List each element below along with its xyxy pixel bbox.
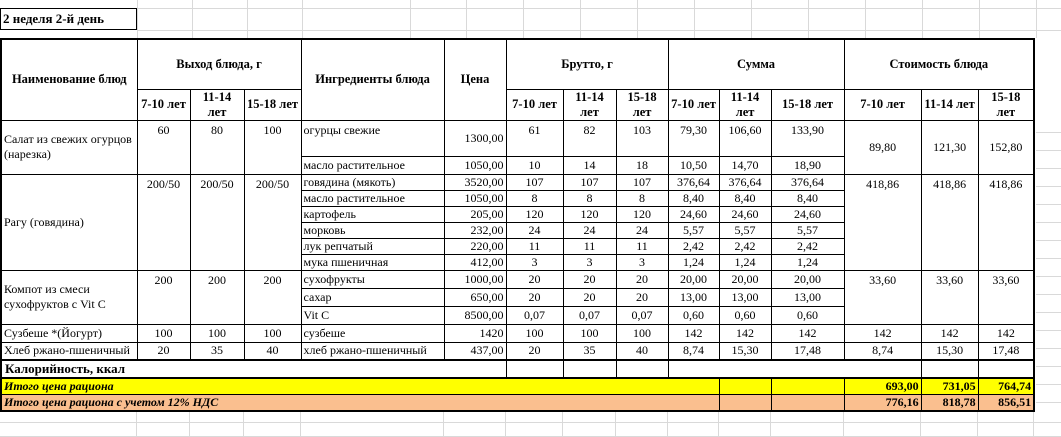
price-cell[interactable]: 205,00	[444, 206, 506, 222]
brutto-cell[interactable]: 14	[563, 156, 616, 174]
age-header-cell[interactable]: 7-10 лет	[506, 89, 563, 120]
output-cell[interactable]: 100	[244, 324, 301, 342]
ingredient-cell[interactable]: сузбеше	[301, 324, 444, 342]
cost-cell[interactable]: 418,86	[844, 174, 921, 270]
age-header-cell[interactable]: 7-10 лет	[668, 89, 719, 120]
total-empty-cell[interactable]	[719, 378, 771, 395]
calories-empty-cell[interactable]	[668, 360, 921, 378]
age-header-cell[interactable]: 15-18 лет	[616, 89, 668, 120]
summa-cell[interactable]: 5,57	[771, 222, 844, 238]
brutto-cell[interactable]: 20	[563, 288, 616, 306]
brutto-cell[interactable]: 20	[506, 342, 563, 360]
summa-cell[interactable]: 142	[668, 324, 719, 342]
ingredient-cell[interactable]: сахар	[301, 288, 444, 306]
summa-cell[interactable]: 14,70	[719, 156, 771, 174]
summa-cell[interactable]: 20,00	[771, 270, 844, 288]
ingredient-cell[interactable]: хлеб ржано-пшеничный	[301, 342, 444, 360]
brutto-cell[interactable]: 8	[563, 190, 616, 206]
col-header-brutto[interactable]: Брутто, г	[506, 39, 668, 89]
ingredient-cell[interactable]: говядина (мякоть)	[301, 174, 444, 190]
brutto-cell[interactable]: 107	[616, 174, 668, 190]
age-header-cell[interactable]: 11-14 лет	[190, 89, 244, 120]
brutto-cell[interactable]: 103	[616, 120, 668, 156]
price-cell[interactable]: 1420	[444, 324, 506, 342]
summa-cell[interactable]: 2,42	[771, 238, 844, 254]
calories-empty-cell[interactable]	[978, 360, 1034, 378]
brutto-cell[interactable]: 40	[616, 342, 668, 360]
output-cell[interactable]: 100	[137, 324, 190, 342]
age-header-cell[interactable]: 15-18 лет	[244, 89, 301, 120]
output-cell[interactable]: 200/50	[137, 174, 190, 270]
summa-cell[interactable]: 106,60	[719, 120, 771, 156]
ingredient-cell[interactable]: сухофрукты	[301, 270, 444, 288]
brutto-cell[interactable]: 20	[506, 270, 563, 288]
dish-name-cell[interactable]: Сузбеше *(Йогурт)	[1, 324, 137, 342]
summa-cell[interactable]: 376,64	[771, 174, 844, 190]
cost-cell[interactable]: 152,80	[978, 120, 1034, 174]
total-value-cell[interactable]: 764,74	[978, 378, 1034, 395]
brutto-cell[interactable]: 24	[563, 222, 616, 238]
brutto-cell[interactable]: 120	[616, 206, 668, 222]
price-cell[interactable]: 1300,00	[444, 120, 506, 156]
brutto-cell[interactable]: 3	[616, 254, 668, 270]
ingredient-cell[interactable]: мука пшеничная	[301, 254, 444, 270]
summa-cell[interactable]: 24,60	[668, 206, 719, 222]
summa-cell[interactable]: 0,60	[771, 306, 844, 324]
price-cell[interactable]: 650,00	[444, 288, 506, 306]
total-empty-cell[interactable]	[771, 378, 844, 395]
brutto-cell[interactable]: 11	[506, 238, 563, 254]
summa-cell[interactable]: 2,42	[719, 238, 771, 254]
summa-cell[interactable]: 20,00	[668, 270, 719, 288]
output-cell[interactable]: 200	[244, 270, 301, 324]
total-vat-empty-cell[interactable]	[771, 395, 844, 412]
brutto-cell[interactable]: 20	[616, 288, 668, 306]
summa-cell[interactable]: 10,50	[668, 156, 719, 174]
summa-cell[interactable]: 0,60	[719, 306, 771, 324]
ingredient-cell[interactable]: масло растительное	[301, 156, 444, 174]
dish-name-cell[interactable]: Рагу (говядина)	[1, 174, 137, 270]
total-vat-value-cell[interactable]: 818,78	[921, 395, 978, 412]
cost-cell[interactable]: 121,30	[921, 120, 978, 174]
price-cell[interactable]: 1050,00	[444, 156, 506, 174]
price-cell[interactable]: 437,00	[444, 342, 506, 360]
ingredient-cell[interactable]: лук репчатый	[301, 238, 444, 254]
brutto-cell[interactable]: 35	[563, 342, 616, 360]
brutto-cell[interactable]: 0,07	[506, 306, 563, 324]
brutto-cell[interactable]: 100	[563, 324, 616, 342]
age-header-cell[interactable]: 7-10 лет	[137, 89, 190, 120]
price-cell[interactable]: 232,00	[444, 222, 506, 238]
cost-cell[interactable]: 17,48	[978, 342, 1034, 360]
summa-cell[interactable]: 0,60	[668, 306, 719, 324]
output-cell[interactable]: 200	[190, 270, 244, 324]
cost-cell[interactable]: 89,80	[844, 120, 921, 174]
week-day-title-cell[interactable]	[0, 8, 137, 30]
summa-cell[interactable]: 13,00	[719, 288, 771, 306]
output-cell[interactable]: 200	[137, 270, 190, 324]
brutto-cell[interactable]: 11	[563, 238, 616, 254]
dish-name-cell[interactable]: Хлеб ржано-пшеничный	[1, 342, 137, 360]
summa-cell[interactable]: 1,24	[668, 254, 719, 270]
ingredient-cell[interactable]: огурцы свежие	[301, 120, 444, 156]
price-cell[interactable]: 1050,00	[444, 190, 506, 206]
calories-empty-cell[interactable]	[506, 360, 563, 378]
summa-cell[interactable]: 142	[771, 324, 844, 342]
brutto-cell[interactable]: 20	[506, 288, 563, 306]
dish-name-cell[interactable]: Компот из смеси сухофруктов с Vit C	[1, 270, 137, 324]
ingredient-cell[interactable]: картофель	[301, 206, 444, 222]
brutto-cell[interactable]: 61	[506, 120, 563, 156]
summa-cell[interactable]: 5,57	[719, 222, 771, 238]
dish-name-cell[interactable]: Салат из свежих огурцов (нарезка)	[1, 120, 137, 174]
summa-cell[interactable]: 5,57	[668, 222, 719, 238]
col-header-ingredients[interactable]: Ингредиенты блюда	[301, 39, 444, 120]
summa-cell[interactable]: 376,64	[719, 174, 771, 190]
output-cell[interactable]: 200/50	[190, 174, 244, 270]
col-header-dish-name[interactable]: Наименование блюд	[1, 39, 137, 120]
price-cell[interactable]: 3520,00	[444, 174, 506, 190]
total-vat-label-cell[interactable]: Итого цена рациона с учетом 12% НДС	[1, 395, 719, 412]
brutto-cell[interactable]: 3	[506, 254, 563, 270]
cost-cell[interactable]: 8,74	[844, 342, 921, 360]
age-header-cell[interactable]: 11-14 лет	[563, 89, 616, 120]
summa-cell[interactable]: 376,64	[668, 174, 719, 190]
brutto-cell[interactable]: 8	[616, 190, 668, 206]
summa-cell[interactable]: 8,40	[771, 190, 844, 206]
col-header-summa[interactable]: Сумма	[668, 39, 844, 89]
brutto-cell[interactable]: 107	[563, 174, 616, 190]
output-cell[interactable]: 100	[190, 324, 244, 342]
brutto-cell[interactable]: 0,07	[616, 306, 668, 324]
col-header-cost[interactable]: Стоимость блюда	[844, 39, 1034, 89]
col-header-price[interactable]: Цена	[444, 39, 506, 120]
brutto-cell[interactable]: 120	[563, 206, 616, 222]
total-vat-empty-cell[interactable]	[719, 395, 771, 412]
summa-cell[interactable]: 8,40	[719, 190, 771, 206]
brutto-cell[interactable]: 18	[616, 156, 668, 174]
output-cell[interactable]: 80	[190, 120, 244, 174]
menu-cost-table	[0, 38, 1035, 412]
summa-cell[interactable]: 13,00	[771, 288, 844, 306]
age-header-cell[interactable]: 11-14 лет	[719, 89, 771, 120]
total-value-cell[interactable]: 731,05	[921, 378, 978, 395]
summa-cell[interactable]: 133,90	[771, 120, 844, 156]
brutto-cell[interactable]: 82	[563, 120, 616, 156]
col-header-output[interactable]: Выход блюда, г	[137, 39, 301, 89]
calories-empty-cell[interactable]	[563, 360, 616, 378]
brutto-cell[interactable]: 24	[506, 222, 563, 238]
ingredient-cell[interactable]: Vit C	[301, 306, 444, 324]
brutto-cell[interactable]: 24	[616, 222, 668, 238]
calories-empty-cell[interactable]	[921, 360, 978, 378]
cost-cell[interactable]: 142	[978, 324, 1034, 342]
brutto-cell[interactable]: 107	[506, 174, 563, 190]
summa-cell[interactable]: 24,60	[771, 206, 844, 222]
age-header-cell[interactable]: 7-10 лет	[844, 89, 921, 120]
brutto-cell[interactable]: 20	[616, 270, 668, 288]
summa-cell[interactable]: 142	[719, 324, 771, 342]
summa-cell[interactable]: 1,24	[719, 254, 771, 270]
summa-cell[interactable]: 13,00	[668, 288, 719, 306]
output-cell[interactable]: 35	[190, 342, 244, 360]
brutto-cell[interactable]: 3	[563, 254, 616, 270]
summa-cell[interactable]: 15,30	[719, 342, 771, 360]
summa-cell[interactable]: 20,00	[719, 270, 771, 288]
price-cell[interactable]: 220,00	[444, 238, 506, 254]
price-cell[interactable]: 1000,00	[444, 270, 506, 288]
brutto-cell[interactable]: 100	[506, 324, 563, 342]
total-label-cell[interactable]: Итого цена рациона	[1, 378, 719, 395]
summa-cell[interactable]: 1,24	[771, 254, 844, 270]
summa-cell[interactable]: 79,30	[668, 120, 719, 156]
calories-empty-cell[interactable]	[616, 360, 668, 378]
cost-cell[interactable]: 33,60	[844, 270, 921, 324]
output-cell[interactable]: 100	[244, 120, 301, 174]
total-value-cell[interactable]: 693,00	[844, 378, 921, 395]
cost-cell[interactable]: 142	[921, 324, 978, 342]
summa-cell[interactable]: 17,48	[771, 342, 844, 360]
summa-cell[interactable]: 24,60	[719, 206, 771, 222]
summa-cell[interactable]: 8,40	[668, 190, 719, 206]
cost-cell[interactable]: 418,86	[921, 174, 978, 270]
age-header-cell[interactable]: 15-18 лет	[771, 89, 844, 120]
price-cell[interactable]: 8500,00	[444, 306, 506, 324]
brutto-cell[interactable]: 100	[616, 324, 668, 342]
brutto-cell[interactable]: 10	[506, 156, 563, 174]
week-day-title: 2 неделя 2-й день	[3, 11, 105, 26]
cost-cell[interactable]: 142	[844, 324, 921, 342]
brutto-cell[interactable]: 11	[616, 238, 668, 254]
ingredient-cell[interactable]: масло растительное	[301, 190, 444, 206]
brutto-cell[interactable]: 20	[563, 270, 616, 288]
output-cell[interactable]: 200/50	[244, 174, 301, 270]
output-cell[interactable]: 40	[244, 342, 301, 360]
cost-cell[interactable]: 33,60	[921, 270, 978, 324]
calories-label-cell[interactable]: Калорийность, ккал	[1, 360, 506, 378]
total-vat-value-cell[interactable]: 776,16	[844, 395, 921, 412]
age-header-cell[interactable]: 11-14 лет	[921, 89, 978, 120]
brutto-cell[interactable]: 0,07	[563, 306, 616, 324]
output-cell[interactable]: 20	[137, 342, 190, 360]
total-vat-value-cell[interactable]: 856,51	[978, 395, 1034, 412]
cost-cell[interactable]: 418,86	[978, 174, 1034, 270]
brutto-cell[interactable]: 120	[506, 206, 563, 222]
cost-cell[interactable]: 15,30	[921, 342, 978, 360]
age-header-cell[interactable]: 15-18 лет	[978, 89, 1034, 120]
summa-cell[interactable]: 2,42	[668, 238, 719, 254]
brutto-cell[interactable]: 8	[506, 190, 563, 206]
output-cell[interactable]: 60	[137, 120, 190, 174]
summa-cell[interactable]: 8,74	[668, 342, 719, 360]
ingredient-cell[interactable]: морковь	[301, 222, 444, 238]
price-cell[interactable]: 412,00	[444, 254, 506, 270]
cost-cell[interactable]: 33,60	[978, 270, 1034, 324]
summa-cell[interactable]: 18,90	[771, 156, 844, 174]
